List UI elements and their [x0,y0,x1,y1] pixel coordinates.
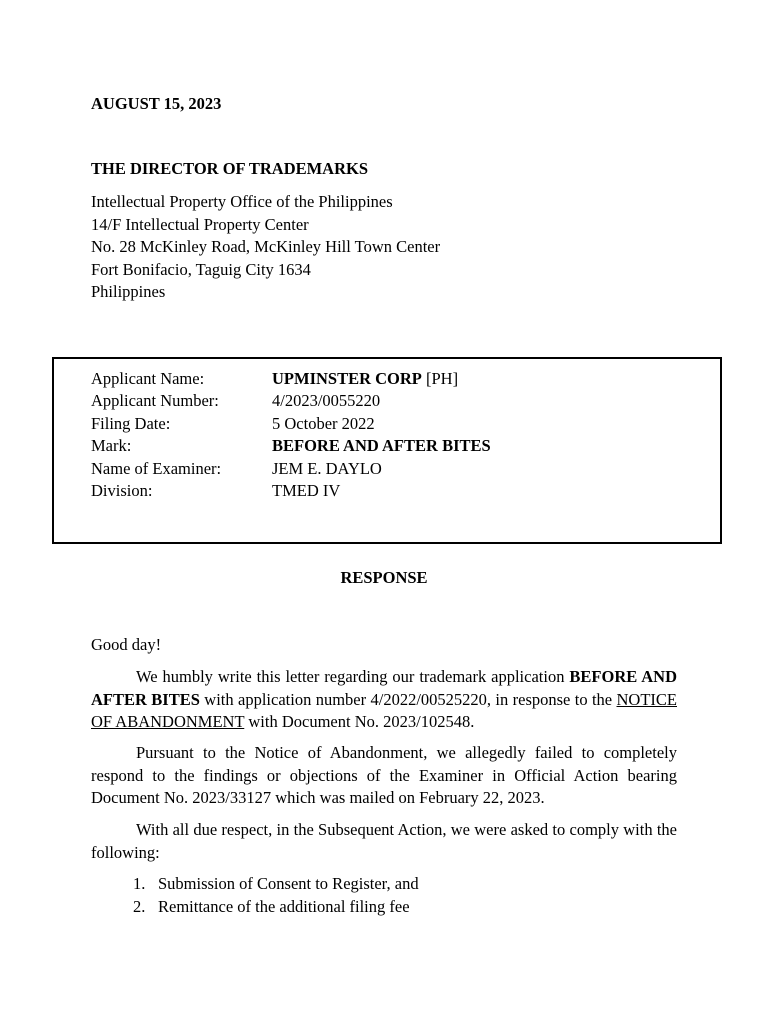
p1-text: with application number 4/2022/00525220, in response to the [199,689,617,709]
list-item [133,874,419,894]
filing-date-label: Filing Date: [91,414,171,433]
division-value: TMED IV [272,481,341,500]
recipient-address [91,191,440,304]
examiner-value: JEM E. DAYLO [272,459,382,478]
address-line: 14/F Intellectual Property Center [91,214,309,234]
applicant-country: [PH] [421,369,459,388]
filing-date-value: 5 October 2022 [272,414,375,433]
paragraph-2: Pursuant to the Notice of Abandonment, we allegedly failed to completely respond to the findings or objections of the Examiner in Official Action bearing Document No. 2023/33127 which was mailed on February 22, 2023. [91,743,677,807]
applicant-name-label: Applicant Name: [91,369,205,388]
p1-text: We humbly write this letter regarding our trademark application [136,667,570,686]
list-item [133,897,410,917]
mark-value: BEFORE AND AFTER BITES [272,436,491,455]
examiner-label: Name of Examiner: [91,459,222,478]
applicant-number-value: 4/2023/0055220 [272,391,381,410]
list-number: 1. [133,874,146,893]
p1-notice: NOTICE OF ABANDONMENT [91,689,677,731]
applicant-name: UPMINSTER CORP [272,369,422,388]
address-line: No. 28 McKinley Road, McKinley Hill Town Center [91,237,441,256]
address-line: Intellectual Property Office of the Philippines [91,192,393,211]
applicant-number-label: Applicant Number: [91,391,219,410]
paragraph-1 [91,666,677,734]
recipient-title: THE DIRECTOR OF TRADEMARKS [91,159,369,178]
p1-text: with Document No. 2023/102548. [244,712,475,731]
p1-mark: BEFORE AND AFTER BITES [91,667,678,709]
division-label: Division: [91,481,153,500]
response-heading: RESPONSE [340,568,428,587]
applicant-name-value [272,369,458,389]
list-text: Submission of Consent to Register, and [158,874,419,893]
letter-date: AUGUST 15, 2023 [91,94,222,113]
application-info-box [52,357,722,544]
mark-label: Mark: [91,436,132,455]
list-number: 2. [133,897,146,916]
list-text: Remittance of the additional filing fee [158,897,410,916]
address-line: Fort Bonifacio, Taguig City 1634 [91,259,311,279]
address-line: Philippines [91,282,166,301]
greeting: Good day! [91,635,162,654]
paragraph-3: With all due respect, in the Subsequent Action, we were asked to comply with the following: [91,820,677,862]
